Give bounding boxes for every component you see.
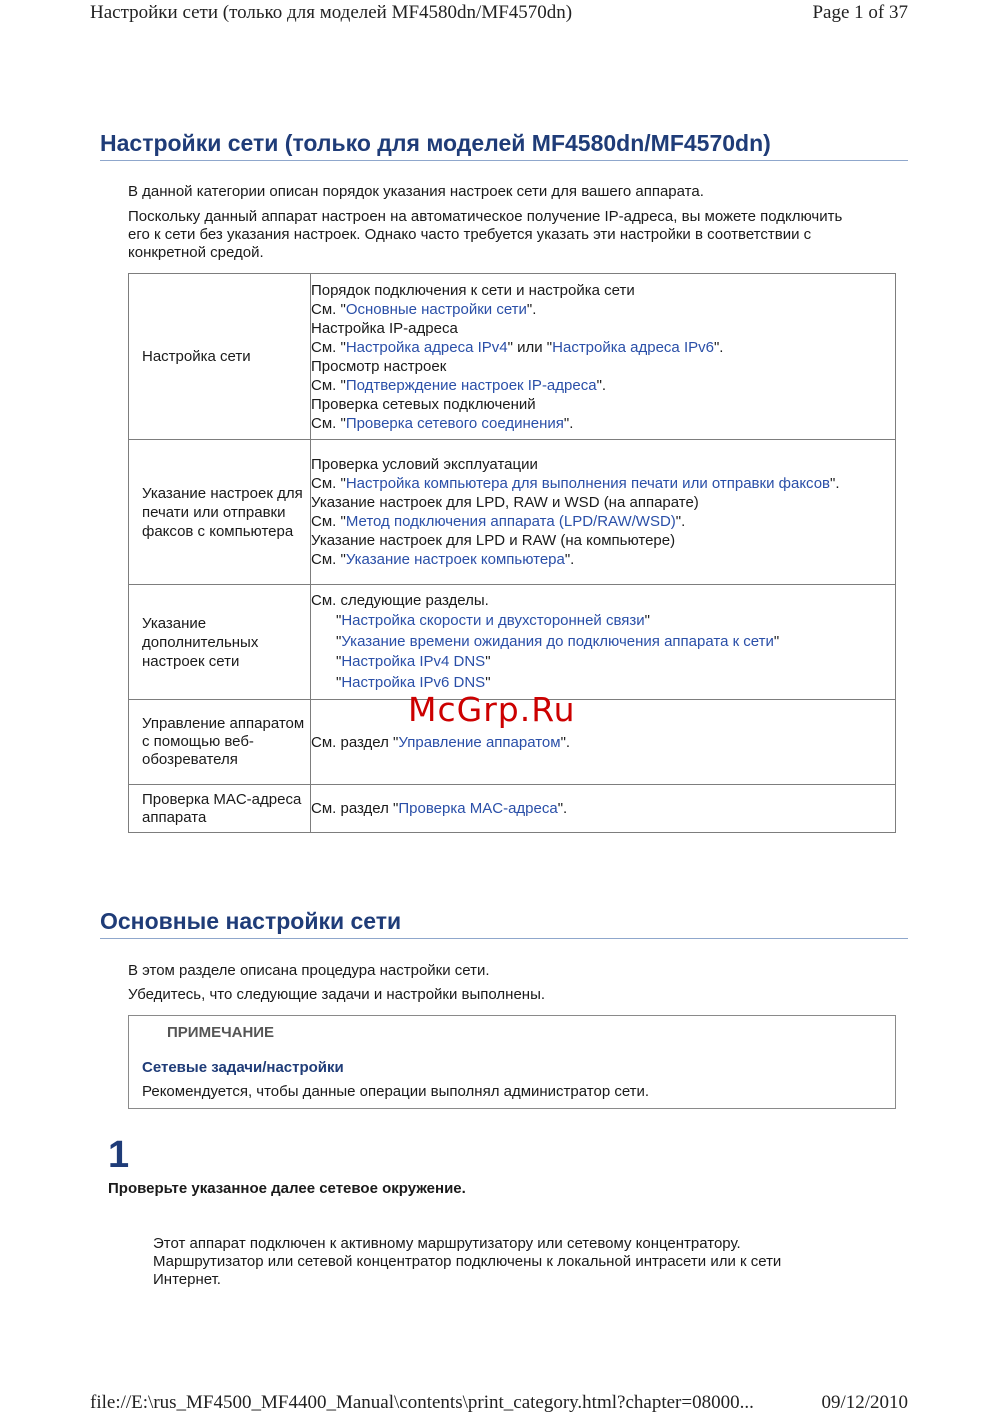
- link-ipv4-address[interactable]: Настройка адреса IPv4: [345, 338, 508, 356]
- section2-paragraph-1: В этом разделе описана процедура настройки сети.: [128, 962, 490, 979]
- item-text: Указание настроек для LPD, RAW и WSD (на аппарате): [311, 494, 699, 511]
- link-ipv6-address[interactable]: Настройка адреса IPv6: [552, 338, 714, 356]
- note-title: ПРИМЕЧАНИЕ: [167, 1024, 275, 1041]
- link-manage-machine[interactable]: Управление аппаратом: [398, 733, 561, 751]
- row-content: См. следующие разделы. "Настройка скорости и двухсторонней связи" "Указание времени ожидания до подключения аппарата к сети" "Настройка IPv4 DNS" "Настройка IPv6 DNS": [311, 585, 896, 700]
- link-computer-settings[interactable]: Указание настроек компьютера: [345, 551, 565, 568]
- step-number: 1: [108, 1134, 130, 1176]
- note-body: Рекомендуется, чтобы данные операции выполнял администратор сети.: [142, 1083, 650, 1100]
- section-title-network-settings: Настройки сети (только для моделей MF4580dn/MF4570dn): [100, 130, 908, 161]
- table-row: [129, 274, 896, 440]
- link-connection-method[interactable]: Метод подключения аппарата (LPD/RAW/WSD): [345, 513, 676, 530]
- footer-date: 09/12/2010: [821, 1392, 908, 1413]
- link-ipv4-dns[interactable]: Настройка IPv4 DNS: [341, 653, 486, 671]
- step-line-2: Маршрутизатор или сетевой концентратор подключены к локальной интрасети или к сети Интернет.: [153, 1253, 782, 1288]
- row-label: Указание дополнительных настроек сети: [129, 585, 311, 700]
- header-page-number: Page 1 of 37: [812, 2, 908, 23]
- item-text: Указание настроек для LPD и RAW (на компьютере): [311, 532, 676, 549]
- step-body: [153, 1235, 853, 1289]
- row-content: См. раздел "Управление аппаратом".: [311, 700, 896, 785]
- link-confirm-ip-settings[interactable]: Подтверждение настроек IP-адреса: [345, 376, 597, 394]
- table-row: [129, 785, 896, 833]
- link-check-mac-address[interactable]: Проверка MAC-адреса: [398, 800, 558, 817]
- intro-paragraph-1: В данной категории описан порядок указания настроек сети для вашего аппарата.: [128, 183, 704, 200]
- network-settings-table: [128, 273, 896, 833]
- item-text: См. следующие разделы.: [311, 591, 489, 609]
- browser-print-footer: [90, 1392, 908, 1414]
- section2-paragraph-2: Убедитесь, что следующие задачи и настройки выполнены.: [128, 986, 546, 1003]
- row-label: Проверка MAC-адреса аппарата: [129, 785, 311, 833]
- intro-paragraph-2: Поскольку данный аппарат настроен на автоматическое получение IP-адреса, вы можете подключить его к сети без указания настроек. Однако часто требуется указать эти настройки в соответствии с конкретной средой.: [128, 208, 843, 261]
- table-row: [129, 585, 896, 700]
- item-text: Просмотр настроек: [311, 357, 447, 375]
- note-subtitle: Сетевые задачи/настройки: [142, 1059, 344, 1076]
- step-line-1: Этот аппарат подключен к активному маршрутизатору или сетевому концентратору.: [153, 1235, 741, 1252]
- header-title: Настройки сети (только для моделей MF4580dn/MF4570dn): [90, 2, 573, 23]
- row-label: Настройка сети: [129, 274, 311, 440]
- link-ipv6-dns[interactable]: Настройка IPv6 DNS: [341, 673, 486, 691]
- item-text: Настройка IP-адреса: [311, 319, 458, 337]
- watermark: McGrp.Ru: [408, 690, 576, 729]
- link-check-network-connection[interactable]: Проверка сетевого соединения: [345, 414, 564, 432]
- footer-path: file://E:\rus_MF4500_MF4400_Manual\contents\print_category.html?chapter=08000...: [90, 1392, 754, 1413]
- note-box: [128, 1015, 896, 1109]
- link-computer-setup[interactable]: Настройка компьютера для выполнения печати или отправки факсов: [345, 475, 831, 492]
- row-label: Указание настроек для печати или отправки факсов с компьютера: [129, 440, 311, 585]
- row-label: Управление аппаратом с помощью веб-обозревателя: [129, 700, 311, 785]
- browser-print-header: [90, 2, 908, 24]
- row-content: Проверка условий эксплуатации См. "Настройка компьютера для выполнения печати или отправки факсов". Указание настроек для LPD, RAW и WSD (на аппарате) См. "Метод подключения аппарата (LPD/RAW/WSD)". Указание настроек для LPD и RAW (на компьютере) См. "Указание настроек компьютера".: [311, 440, 896, 585]
- item-text: Порядок подключения к сети и настройка сети: [311, 281, 635, 299]
- item-text: Проверка условий эксплуатации: [311, 456, 538, 473]
- link-basic-network-settings[interactable]: Основные настройки сети: [345, 300, 527, 318]
- link-speed-duplex[interactable]: Настройка скорости и двухсторонней связи: [341, 612, 645, 630]
- item-text: Проверка сетевых подключений: [311, 395, 536, 413]
- row-content: См. раздел "Проверка MAC-адреса".: [311, 785, 896, 833]
- row-content: Порядок подключения к сети и настройка сети См. "Основные настройки сети". Настройка IP-адреса См. "Настройка адреса IPv4" или "Настройка адреса IPv6". Просмотр настроек См. "Подтверждение настроек IP-адреса". Проверка сетевых подключений См. "Проверка сетевого соединения".: [311, 274, 896, 440]
- table-row: [129, 440, 896, 585]
- step-title: Проверьте указанное далее сетевое окружение.: [108, 1180, 466, 1197]
- link-wait-time[interactable]: Указание времени ожидания до подключения аппарата к сети: [341, 632, 774, 650]
- section-title-basic-settings: Основные настройки сети: [100, 908, 908, 939]
